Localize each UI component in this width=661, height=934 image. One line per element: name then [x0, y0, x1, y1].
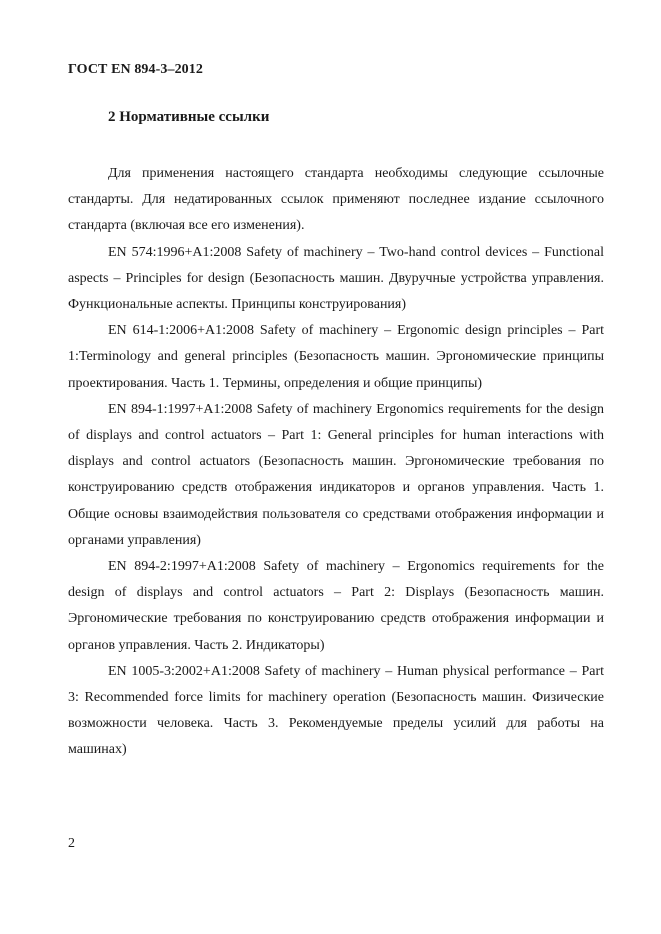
reference-en-894-2: EN 894-2:1997+A1:2008 Safety of machinery – Ergonomics requirements for the design of displays and control actuators – Part 2: Displays (Безопасность машин. Эргономические требования по конструированию средств отображения информации и органов управления. Часть 2. Индикаторы) [68, 559, 604, 653]
document-code-header: ГОСТ EN 894-3–2012 [68, 62, 203, 77]
references-body [68, 161, 604, 764]
reference-en-614-1: EN 614-1:2006+A1:2008 Safety of machinery – Ergonomic design principles – Part 1:Terminology and general principles (Безопасность машин. Эргономические принципы проектирования. Часть 1. Термины, определения и общие принципы) [68, 323, 604, 391]
reference-en-894-1: EN 894-1:1997+A1:2008 Safety of machinery Ergonomics requirements for the design of displays and control actuators – Part 1: General principles for human interactions with displays and control actuators (Безопасность машин. Эргономические требования по конструированию средств отображения индикаторов и органов управления. Часть 1. Общие основы взаимодействия пользователя со средствами отображения информации и органами управления) [68, 401, 604, 548]
page-number: 2 [68, 836, 75, 851]
intro-paragraph: Для применения настоящего стандарта необходимы следующие ссылочные стандарты. Для недатированных ссылок применяют последнее издание ссылочного стандарта (включая все его изменения). [68, 166, 604, 234]
reference-en-1005-3: EN 1005-3:2002+A1:2008 Safety of machinery – Human physical performance – Part 3: Recommended force limits for machinery operation (Безопасность машин. Физические возможности человека. Часть 3. Рекомендуемые пределы усилий для работы на машинах) [68, 663, 604, 758]
section-title: 2 Нормативные ссылки [108, 109, 270, 125]
reference-en-574: EN 574:1996+A1:2008 Safety of machinery – Two-hand control devices – Functional aspects – Principles for design (Безопасность машин. Двуручные устройства управления. Функциональные аспекты. Принципы конструирования) [68, 244, 604, 313]
